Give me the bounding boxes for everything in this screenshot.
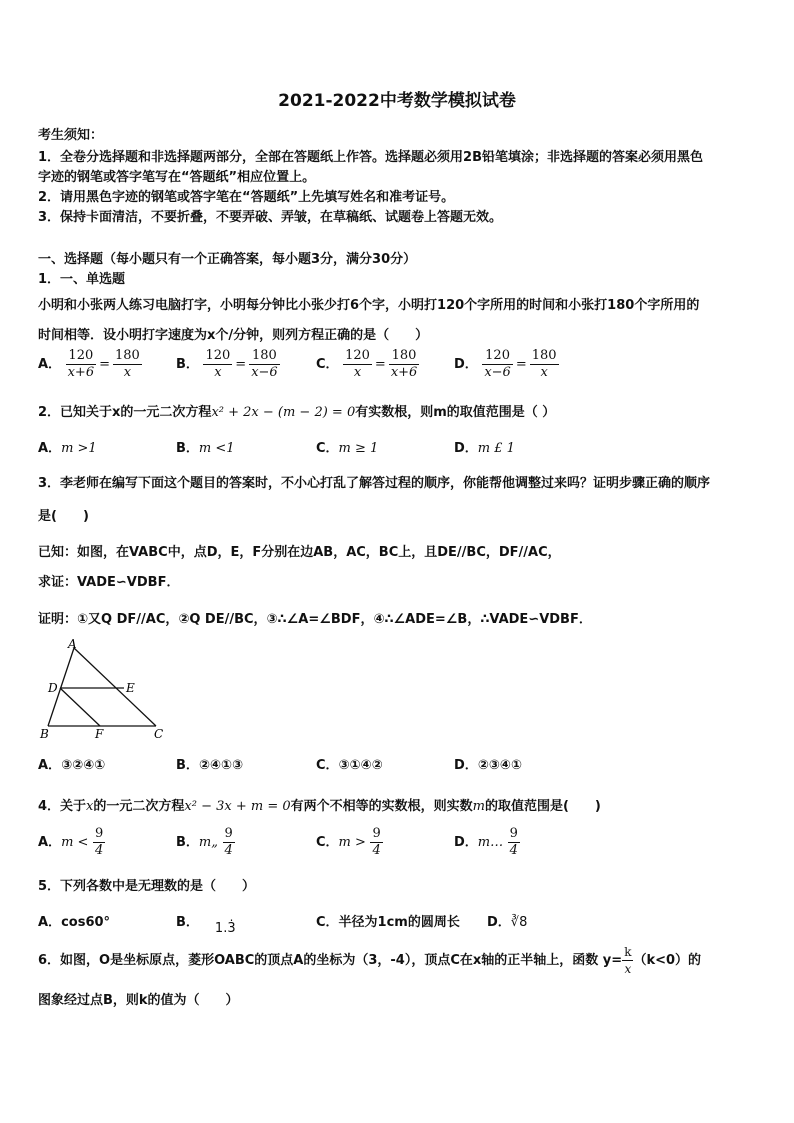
q3-option-b[interactable] bbox=[176, 754, 243, 773]
q4-option-a[interactable] bbox=[38, 826, 105, 859]
frac-den: 4 bbox=[372, 843, 381, 858]
frac-num: 180 bbox=[389, 348, 420, 365]
option-value: 半径为1cm的圆周长 bbox=[338, 915, 460, 930]
q1-text-1: 小明和小张两人练习电脑打字，小明每分钟比小张少打6个字，小明打120个字所用的时间和小张打180个字所用的 bbox=[38, 298, 700, 313]
q4-option-b[interactable] bbox=[176, 826, 235, 859]
q5-option-b[interactable] bbox=[176, 911, 236, 936]
option-rel: m < bbox=[61, 835, 89, 850]
frac-num: 9 bbox=[224, 826, 233, 841]
option-value: m £ 1 bbox=[477, 441, 515, 456]
label-c: C bbox=[154, 727, 164, 741]
frac-num: 120 bbox=[66, 348, 97, 365]
frac-num: 120 bbox=[345, 348, 370, 363]
q6-pre: 6．如图，O是坐标原点，菱形OABC的顶点A的坐标为（3，-4），顶点C在x轴的正半轴上，函数 y= bbox=[38, 953, 623, 968]
triangle-figure bbox=[38, 638, 178, 742]
frac-den: x bbox=[540, 365, 548, 380]
q4-var-m: m bbox=[472, 799, 485, 814]
frac-den: x bbox=[214, 365, 222, 380]
option-value: 1.3̇ bbox=[214, 921, 236, 936]
q2-pre: 2．已知关于x的一元二次方程 bbox=[38, 405, 212, 420]
q5-option-d[interactable] bbox=[487, 911, 527, 930]
q2-option-c[interactable] bbox=[316, 437, 378, 456]
q1-text-2: 时间相等．设小明打字速度为x个/分钟，则列方程正确的是（ ） bbox=[38, 328, 429, 343]
label-e: E bbox=[126, 681, 135, 695]
notice-item-1: 1．全卷分选择题和非选择题两部分，全部在答题纸上作答。选择题必须用2B铅笔填涂；非选择题的答案必须用黑色 bbox=[38, 150, 704, 165]
option-letter: B． bbox=[176, 357, 199, 372]
q3-option-c[interactable] bbox=[316, 754, 383, 773]
option-letter: D． bbox=[454, 441, 478, 456]
q4-equation: x² − 3x + m = 0 bbox=[184, 799, 291, 814]
q4-option-d[interactable] bbox=[454, 826, 520, 859]
q4-post-2: 的取值范围是( ) bbox=[484, 799, 601, 814]
label-d: D bbox=[48, 681, 58, 695]
q6-text-1 bbox=[38, 944, 763, 977]
notice-heading: 考生须知： bbox=[38, 128, 104, 143]
q4-var: x bbox=[86, 799, 94, 814]
option-letter: B． bbox=[176, 915, 199, 930]
q2-text bbox=[38, 401, 763, 420]
notice-item-2: 2．请用黑色字迹的钢笔或答字笔在“答题纸”上先填写姓名和准考证号。 bbox=[38, 190, 455, 205]
option-letter: D． bbox=[454, 758, 478, 773]
option-value: m ≥ 1 bbox=[338, 441, 379, 456]
q4-option-c[interactable] bbox=[316, 826, 383, 859]
option-letter: C． bbox=[316, 835, 339, 850]
q2-option-b[interactable] bbox=[176, 437, 235, 456]
frac-den: x−6 bbox=[251, 365, 278, 380]
option-letter: C． bbox=[316, 357, 339, 372]
q3-text-2: 是( ) bbox=[38, 509, 89, 524]
option-letter: B． bbox=[176, 758, 199, 773]
option-letter: D． bbox=[487, 915, 511, 930]
q2-equation: x² + 2x − (m − 2) = 0 bbox=[211, 405, 356, 420]
option-letter: C． bbox=[316, 758, 339, 773]
label-f: F bbox=[95, 727, 104, 741]
q1-label: 1．一、单选题 bbox=[38, 272, 126, 287]
frac-den: 4 bbox=[224, 843, 233, 858]
q3-given: 已知：如图，在VABC中，点D，E，F分别在边AB，AC，BC上，且DE//BC，DF//AC， bbox=[38, 545, 561, 560]
label-a: A bbox=[68, 638, 77, 651]
q5-option-a[interactable] bbox=[38, 911, 110, 930]
option-value: ②④①③ bbox=[198, 758, 243, 773]
notice-item-3: 3．保持卡面清洁，不要折叠，不要弄破、弄皱，在草稿纸、试题卷上答题无效。 bbox=[38, 210, 503, 225]
frac-num: 9 bbox=[94, 826, 104, 841]
frac-num: k bbox=[624, 945, 632, 959]
q5-text: 5．下列各数中是无理数的是（ ） bbox=[38, 879, 256, 894]
option-letter: C． bbox=[316, 915, 339, 930]
frac-num: 9 bbox=[372, 826, 381, 841]
option-letter: B． bbox=[176, 441, 199, 456]
option-letter: B． bbox=[176, 835, 199, 850]
option-value: m <1 bbox=[198, 441, 235, 456]
option-rel: m > bbox=[338, 835, 366, 850]
option-letter: C． bbox=[316, 441, 339, 456]
section-heading: 一、选择题（每小题只有一个正确答案，每小题3分，满分30分） bbox=[38, 252, 417, 267]
label-b: B bbox=[40, 727, 49, 741]
option-letter: D． bbox=[454, 835, 478, 850]
frac-num: 9 bbox=[509, 826, 518, 841]
frac-den: 4 bbox=[509, 843, 518, 858]
frac-num: 180 bbox=[115, 348, 140, 363]
option-letter: D． bbox=[454, 357, 478, 372]
q4-text bbox=[38, 795, 763, 814]
option-letter: A． bbox=[38, 357, 62, 372]
option-letter: A． bbox=[38, 835, 62, 850]
q1-option-a[interactable]: A． $\frac{120}{x+6}$ = $\frac{180}{x}$ bbox=[38, 348, 140, 380]
frac-den: x bbox=[624, 962, 632, 976]
q2-option-d[interactable] bbox=[454, 437, 515, 456]
q3-proof: 证明：①又Q DF//AC，②Q DE//BC，③∴∠A=∠BDF，④∴∠ADE=∠B，∴VADE∽VDBF． bbox=[38, 612, 592, 627]
q6-post: （k<0）的 bbox=[633, 953, 702, 968]
q1-option-d[interactable]: D． $\frac{120}{x-6}$ = $\frac{180}{x}$ bbox=[454, 348, 557, 380]
option-value: ③②④① bbox=[61, 758, 106, 773]
q5-option-c[interactable] bbox=[316, 911, 460, 930]
q1-option-c[interactable]: C． $\frac{120}{x}$ = $\frac{180}{x+6}$ bbox=[316, 348, 418, 380]
option-value: cos60° bbox=[61, 915, 111, 930]
option-letter: A． bbox=[38, 758, 62, 773]
option-value: ③①④② bbox=[338, 758, 383, 773]
option-value: ∛8 bbox=[510, 915, 528, 930]
q6-text-2: 图象经过点B，则k的值为（ ） bbox=[38, 993, 239, 1008]
option-value: m >1 bbox=[61, 441, 97, 456]
frac-den: 4 bbox=[94, 843, 104, 858]
q4-pre: 4．关于 bbox=[38, 799, 87, 814]
notice-item-1-cont: 字迹的钢笔或答字笔写在“答题纸”相应位置上。 bbox=[38, 170, 316, 185]
frac-num: 120 bbox=[205, 348, 231, 363]
option-letter: A． bbox=[38, 441, 62, 456]
q3-text-1: 3．李老师在编写下面这个题目的答案时，不小心打乱了解答过程的顺序，你能帮他调整过来吗？证明步骤正确的顺序 bbox=[38, 476, 711, 491]
frac-den: x bbox=[353, 365, 362, 380]
option-value: ②③④① bbox=[477, 758, 522, 773]
q1-option-b[interactable]: B． $\frac{120}{x}$ = $\frac{180}{x-6}$ bbox=[176, 348, 278, 380]
frac-den: x+6 bbox=[390, 365, 418, 380]
q3-option-a[interactable] bbox=[38, 754, 105, 773]
frac-den: x−6 bbox=[484, 365, 511, 380]
frac-num: 120 bbox=[482, 348, 513, 365]
frac-den: x+6 bbox=[67, 365, 95, 380]
frac-num: 180 bbox=[249, 348, 280, 365]
q4-mid: 的一元二次方程 bbox=[93, 799, 185, 814]
q3-prove: 求证：VADE∽VDBF． bbox=[38, 575, 180, 590]
option-rel: m… bbox=[477, 835, 504, 850]
q2-post: 有实数根，则m的取值范围是（ ） bbox=[355, 405, 556, 420]
frac-den: x bbox=[123, 365, 132, 380]
option-letter: A． bbox=[38, 915, 62, 930]
option-rel: m„ bbox=[198, 835, 218, 850]
page-title: 2021-2022中考数学模拟试卷 bbox=[278, 91, 516, 111]
frac-num: 180 bbox=[531, 348, 557, 363]
q4-post-1: 有两个不相等的实数根，则实数 bbox=[290, 799, 473, 814]
q3-option-d[interactable] bbox=[454, 754, 522, 773]
q2-option-a[interactable] bbox=[38, 437, 97, 456]
